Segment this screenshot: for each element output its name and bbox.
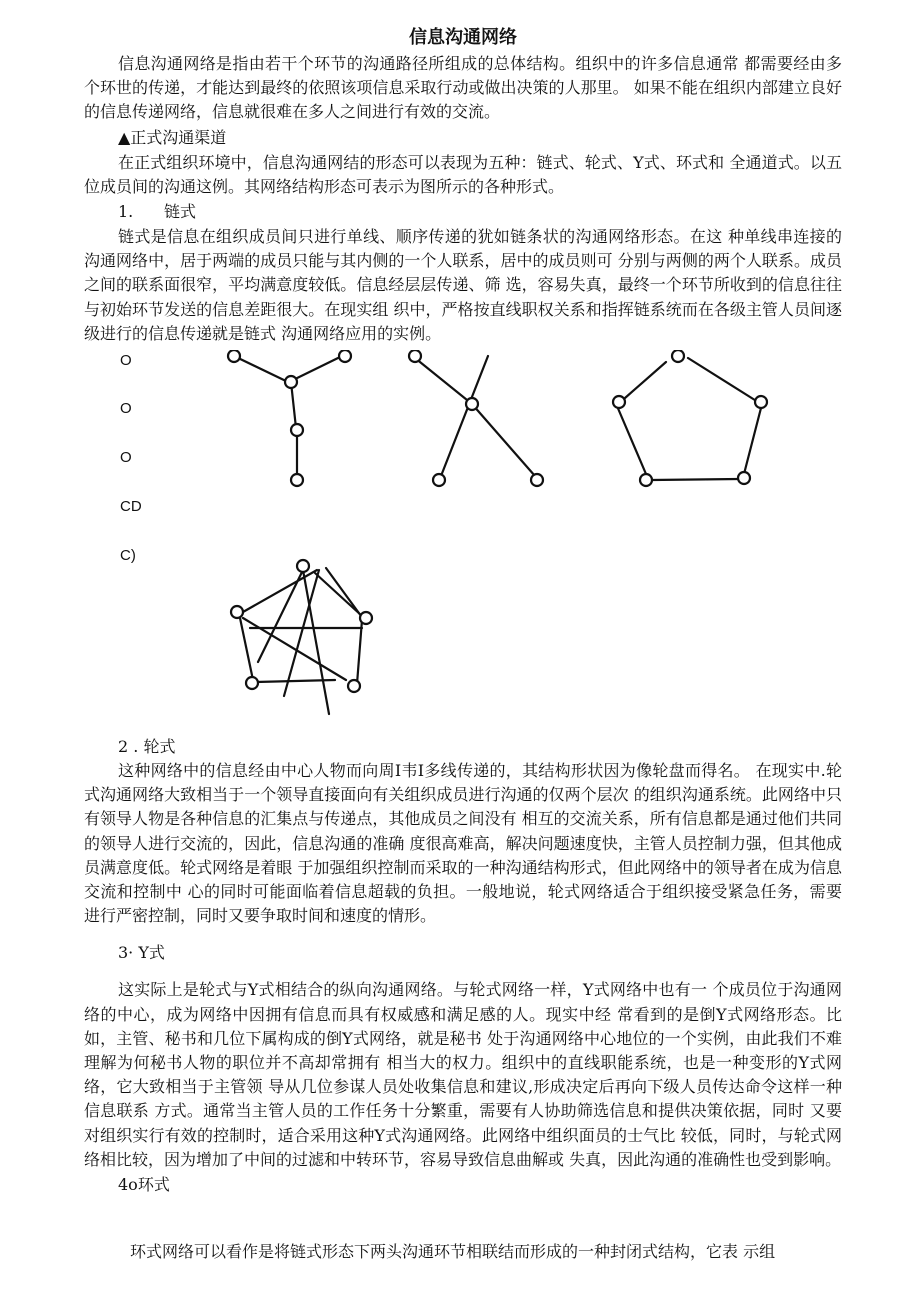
figure-label: CD xyxy=(120,498,142,516)
ring-paragraph: 环式网络可以看作是将链式形态下两头沟通环节相联结而形成的一种封闭式结构，它表 示组 xyxy=(130,1242,776,1261)
y-network-diagram xyxy=(228,350,351,486)
ring-network-diagram xyxy=(613,358,767,486)
y-type-heading: 3· Y式 xyxy=(118,943,165,963)
chain-heading xyxy=(84,199,842,225)
network-diagrams xyxy=(84,350,842,735)
network-figures xyxy=(84,350,842,735)
figure-label: O xyxy=(120,400,132,418)
page-title: 信息沟通网络 xyxy=(409,27,517,48)
wheel-heading: 2 . 轮式 xyxy=(118,737,176,757)
chain-heading-title: 链式 xyxy=(164,202,197,222)
figure-label: O xyxy=(120,352,132,370)
formal-channel-paragraph: 在正式组织环境中，信息沟通网结的形态可以表现为五种：链式、轮式、Y式、环式和 全通道式。以五位成员间的沟通这例。其网络结构形态可表示为图所示的各种形式。 xyxy=(84,152,842,196)
chain-paragraph: 链式是信息在组织成员间只进行单线、顺序传递的犹如链条状的沟通网络形态。在这 种单线串连接的沟通网络中，居于两端的成员只能与其内侧的一个人联系，居中的成员则可 分别与两侧的两个人联系。成员之间的联系面很窄，平均满意度较低。信息经层层传递、筛 选，容易失真，最终一个环节所收到的信息往往与初始环节发送的信息差距很大。在现实组 织中，严格按直线职权关系和指挥链系统而在各级主管人员间逐级进行的信息传递就是链式 沟通网络应用的实例。 xyxy=(84,227,842,343)
figure-label: C) xyxy=(120,547,136,565)
chain-heading-number: 1. xyxy=(118,202,134,222)
intro-paragraph: 信息沟通网络是指由若干个环节的沟通路径所组成的总体结构。组织中的许多信息通常 都需要经由多个环世的传递，才能达到最终的依照该项信息采取行动或做出决策的人那里。 如果不能在组织内部建立良好的信息传递网络，信息就很难在多人之间进行有效的交流。 xyxy=(84,54,842,122)
figure-label: O xyxy=(120,449,132,467)
document-body xyxy=(84,24,842,1198)
formal-channel-heading: ▲正式沟通渠道 xyxy=(118,127,227,147)
ring-heading: 4o环式 xyxy=(118,1175,170,1195)
all-channel-network-diagram xyxy=(231,560,372,714)
y-type-paragraph: 这实际上是轮式与Y式相结合的纵向沟通网络。与轮式网络一样，Y式网络中也有一 个成员位于沟通网络的中心，成为网络中因拥有信息而具有权威感和满足感的人。现实中经 常看到的是倒Y式网络形态。比如，主管、秘书和几位下属构成的倒Y式网络，就是秘书 处于沟通网络中心地位的一个实例，由此我们不难理解为何秘书人物的职位并不高却常拥有 相当大的权力。组织中的直线职能系统，也是一种变形的Y式网络，它大致相当于主管领 导从几位参谋人员处收集信息和建议,形成决定后再向下级人员传达命令这样一种信息联系 方式。通常当主管人员的工作任务十分繁重，需要有人协助筛选信息和提供决策依据，同时 又要对组织实行有效的控制时，适合采用这种Y式沟通网络。此网络中组织面员的士气比 较低，同时，与轮式网络相比较，因为增加了中间的过滤和中转环节，容易导致信息曲解或 失真，因此沟通的准确性也受到影响。 xyxy=(84,980,842,1169)
wheel-paragraph: 这种网络中的信息经由中心人物而向周I韦I多线传递的，其结构形状因为像轮盘而得名。 在现实中.轮式沟通网络大致相当于一个领导直接面向有关组织成员进行沟通的仅两个层次 的组织沟通系统。此网络中只有领导人物是各种信息的汇集点与传递点，其他成员之间没有 相互的交流关系，所有信息都是通过他们共同的领导人进行交流的，因此，信息沟通的准确 度很高难高，解决问题速度快，主管人员控制力强，但其他成员满意度低。轮式网络是着眼 于加强组织控制而采取的一种沟通结构形式，但此网络中的领导者在成为信息交流和控制中 心的同时可能面临着信息超载的负担。一般地说，轮式网络适合于组织接受紧急任务，需要 进行严密控制，同时又要争取时间和速度的情形。 xyxy=(84,761,842,926)
